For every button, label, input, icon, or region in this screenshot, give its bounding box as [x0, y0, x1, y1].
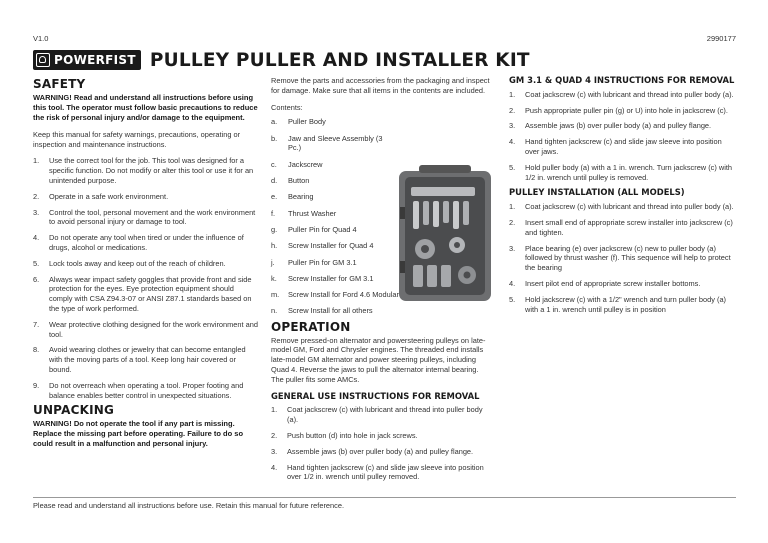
list-item-text: Always wear impact safety goggles that provide front and side protection for the eyes. Eye protection equipment should comply with CSA Z94.3-07 or ANSI Z87.1 standards based on the type of work performed.	[49, 274, 252, 313]
list-item-text: Push button (d) into hole in jack screws.	[287, 430, 418, 440]
general-removal-step	[271, 463, 493, 483]
list-item-number: 4.	[509, 278, 516, 288]
tool-pin-1	[413, 201, 419, 229]
list-item-number: 4.	[271, 462, 278, 472]
list-item-number: 2.	[509, 217, 516, 227]
safety-heading: SAFETY	[33, 77, 86, 91]
list-item-number: c.	[271, 159, 277, 169]
installation-step	[509, 202, 735, 212]
list-item-number: 5.	[33, 258, 40, 268]
list-item-number: 1.	[271, 405, 278, 415]
list-item-number: d.	[271, 176, 278, 186]
safety-item	[33, 192, 258, 202]
list-item-text: Assemble jaws (b) over puller body (a) and pulley flange.	[525, 121, 712, 131]
list-item-text: Do not operate any tool when tired or under the influence of drugs, alcohol or medications.	[49, 233, 244, 252]
list-item-text: Place bearing (e) over jackscrew (c) new to puller body (a) followed by thrust washer (f). This sequence will help to protect the bearing	[525, 243, 731, 273]
list-item-text: Thrust Washer	[288, 208, 337, 218]
list-item-text: Puller Pin for GM 3.1	[288, 257, 357, 267]
list-item-text: Jackscrew	[288, 159, 323, 169]
tool-pin-3	[433, 201, 439, 227]
list-item-text: Jaw and Sleeve Assembly (3 Pc.)	[288, 133, 383, 153]
operation-heading: OPERATION	[271, 319, 351, 334]
list-item-text: Control the tool, personal movement and the work environment to avoid personal injury or damage to tool.	[49, 207, 256, 227]
list-item-text: Button	[288, 176, 310, 186]
list-item-number: 2.	[271, 430, 278, 440]
contents-item	[271, 134, 493, 154]
gm-removal-step	[509, 121, 735, 131]
list-item-number: 1.	[33, 156, 40, 166]
list-item-number: m.	[271, 290, 280, 300]
installation-step	[509, 244, 735, 273]
safety-item	[33, 345, 258, 374]
contents-intro: Remove the parts and accessories from the packaging and inspect for damage. Make sure that all items in the contents are included.	[271, 76, 490, 95]
list-item-number: b.	[271, 133, 278, 143]
list-item-text: Puller Pin for Quad 4	[288, 224, 357, 234]
safety-item	[33, 259, 258, 269]
general-removal-list	[271, 405, 493, 482]
list-item-text: Assemble jaws (b) over puller body (a) and pulley flange.	[287, 446, 474, 456]
list-item-number: e.	[271, 192, 278, 202]
safety-item	[33, 208, 258, 228]
list-item-number: f.	[271, 208, 276, 218]
list-item-number: k.	[271, 273, 277, 283]
footer-note: Please read and understand all instructions before use. Retain this manual for future reference.	[33, 501, 344, 510]
safety-item	[33, 275, 258, 314]
tool-jaw-1	[413, 265, 423, 287]
gm-removal-list	[509, 90, 735, 183]
contents-block	[271, 117, 493, 316]
column-right	[509, 76, 735, 320]
list-item-text: Avoid wearing clothes or jewelry that can become entangled with the moving parts of a tool. Keep long hair covered or bound.	[49, 345, 246, 374]
brand-name: POWERFIST	[54, 53, 136, 67]
list-item-number: 1.	[509, 89, 516, 99]
list-item-text: Use the correct tool for the job. This tool was designed for a specific function. Do not modify or alter this tool or use it for an unintended purpose.	[49, 156, 254, 185]
list-item-text: Screw Install for all others	[288, 306, 373, 316]
page-title: PULLEY PULLER AND INSTALLER KIT	[149, 49, 530, 71]
list-item-text: Push appropriate puller pin (g) or U) into hole in jackscrew (c).	[525, 105, 728, 115]
safety-list	[33, 156, 258, 400]
installation-step	[509, 218, 735, 238]
column-left	[33, 77, 258, 456]
case-latch-bottom	[400, 261, 405, 273]
tool-pin-2	[423, 201, 429, 225]
safety-item	[33, 320, 258, 340]
unpacking-warning: WARNING! Do not operate the tool if any part is missing. Replace the missing part before operating. Failure to do so could result in a malfunction and personal injury.	[33, 419, 244, 449]
general-removal-heading: GENERAL USE INSTRUCTIONS FOR REMOVAL	[271, 390, 480, 401]
list-item-number: n.	[271, 306, 278, 316]
list-item-text: Operate in a safe work environment.	[49, 191, 169, 201]
general-removal-step	[271, 405, 493, 425]
list-item-text: Hand tighten jackscrew (c) and slide jaw sleeve into position over jaws.	[525, 137, 722, 156]
list-item-number: 3.	[271, 446, 278, 456]
list-item-number: 7.	[33, 319, 40, 329]
version-label: V1.0	[33, 34, 49, 43]
list-item-number: 2.	[509, 105, 516, 115]
contents-item	[271, 117, 493, 127]
gm-removal-step	[509, 137, 735, 157]
list-item-number: 3.	[33, 207, 40, 217]
list-item-text: Hold jackscrew (c) with a 1/2" wrench and turn puller body (a) with a 1 in. wrench until pulley is in position	[525, 294, 727, 314]
safety-item	[33, 233, 258, 253]
list-item-text: Hold puller body (a) with a 1 in. wrench. Turn jackscrew (c) with 1/2 in. wrench until pulley is removed.	[525, 162, 733, 182]
gm-removal-step	[509, 106, 735, 116]
column-middle	[271, 76, 493, 488]
tool-pin-4	[443, 201, 449, 223]
list-item-text: Coat jackscrew (c) with lubricant and thread into puller body (a).	[525, 89, 734, 99]
list-item-text: Lock tools away and keep out of the reach of children.	[49, 258, 226, 268]
list-item-number: 1.	[509, 202, 516, 212]
list-item-number: a.	[271, 117, 278, 127]
case-latch-top	[400, 207, 405, 219]
list-item-text: Coat jackscrew (c) with lubricant and thread into puller body (a).	[525, 202, 734, 212]
document-header	[33, 48, 530, 72]
gm-removal-step	[509, 163, 735, 183]
case-handle	[419, 165, 471, 173]
list-item-number: g.	[271, 224, 278, 234]
brand-logo	[33, 50, 141, 70]
gm-removal-step	[509, 90, 735, 100]
list-item-number: 6.	[33, 274, 40, 284]
tool-bar	[411, 187, 475, 196]
list-item-text: Screw Install for Ford 4.6 Modular	[288, 290, 399, 300]
tool-jaw-2	[427, 265, 437, 287]
unpacking-heading: UNPACKING	[33, 403, 115, 418]
list-item-text: Insert pilot end of appropriate screw installer bottoms.	[525, 278, 701, 288]
part-number: 2990177	[706, 34, 736, 43]
installation-list	[509, 202, 735, 314]
kit-case-image	[397, 165, 493, 305]
list-item-text: Puller Body	[288, 117, 326, 127]
list-item-text: Screw Installer for Quad 4	[288, 241, 374, 251]
list-item-text: Screw Installer for GM 3.1	[288, 273, 374, 283]
list-item-number: 3.	[509, 121, 516, 131]
list-item-number: 3.	[509, 243, 516, 253]
list-item-number: 8.	[33, 345, 40, 355]
list-item-text: Bearing	[288, 192, 314, 202]
contents-item	[271, 306, 493, 316]
list-item-text: Hand tighten jackscrew (c) and slide jaw sleeve into position over 1/2 in. wrench until pulley removed.	[287, 462, 484, 482]
list-item-text: Insert small end of appropriate screw installer into jackscrew (c) and tighten.	[525, 217, 733, 237]
installation-heading: PULLEY INSTALLATION (ALL MODELS)	[509, 187, 685, 198]
list-item-number: 4.	[33, 233, 40, 243]
list-item-text: Coat jackscrew (c) with lubricant and thread into puller body (a).	[287, 405, 483, 425]
general-removal-step	[271, 431, 493, 441]
tool-pin-6	[463, 201, 469, 225]
safety-warning: WARNING! Read and understand all instructions before using this tool. The operator must follow basic precautions to reduce the risk of personal injury and/or damage to the equipment.	[33, 92, 258, 122]
list-item-number: 5.	[509, 294, 516, 304]
tool-jaw-3	[441, 265, 451, 287]
list-item-number: h.	[271, 241, 278, 251]
tool-pin-5	[453, 201, 459, 229]
safety-item	[33, 156, 258, 185]
list-item-number: 9.	[33, 380, 40, 390]
list-item-number: j.	[271, 257, 275, 267]
list-item-text: Wear protective clothing designed for the work environment and tool.	[49, 319, 258, 339]
contents-label: Contents:	[271, 102, 303, 112]
gm-removal-heading: GM 3.1 & QUAD 4 INSTRUCTIONS FOR REMOVAL	[509, 75, 735, 85]
safety-intro: Keep this manual for safety warnings, precautions, operating or inspection and maintenance instructions.	[33, 129, 241, 149]
list-item-number: 2.	[33, 191, 40, 201]
installation-step	[509, 295, 735, 315]
fist-icon	[36, 53, 50, 67]
operation-text: Remove pressed-on alternator and powersteering pulleys on late-model GM, Ford and Chrysler engines. The threaded end installs late-model GM alternator and power steering pulleys, including Quad 4. Reverse the jaws to pull the alternator internal bearing. The puller fits some AMCs.	[271, 335, 486, 384]
footer-divider	[33, 497, 736, 498]
list-item-number: 5.	[509, 162, 516, 172]
list-item-number: 4.	[509, 137, 516, 147]
list-item-text: Do not overreach when operating a tool. Proper footing and balance enables better control in unexpected situations.	[49, 380, 244, 400]
general-removal-step	[271, 447, 493, 457]
safety-item	[33, 381, 258, 401]
installation-step	[509, 279, 735, 289]
